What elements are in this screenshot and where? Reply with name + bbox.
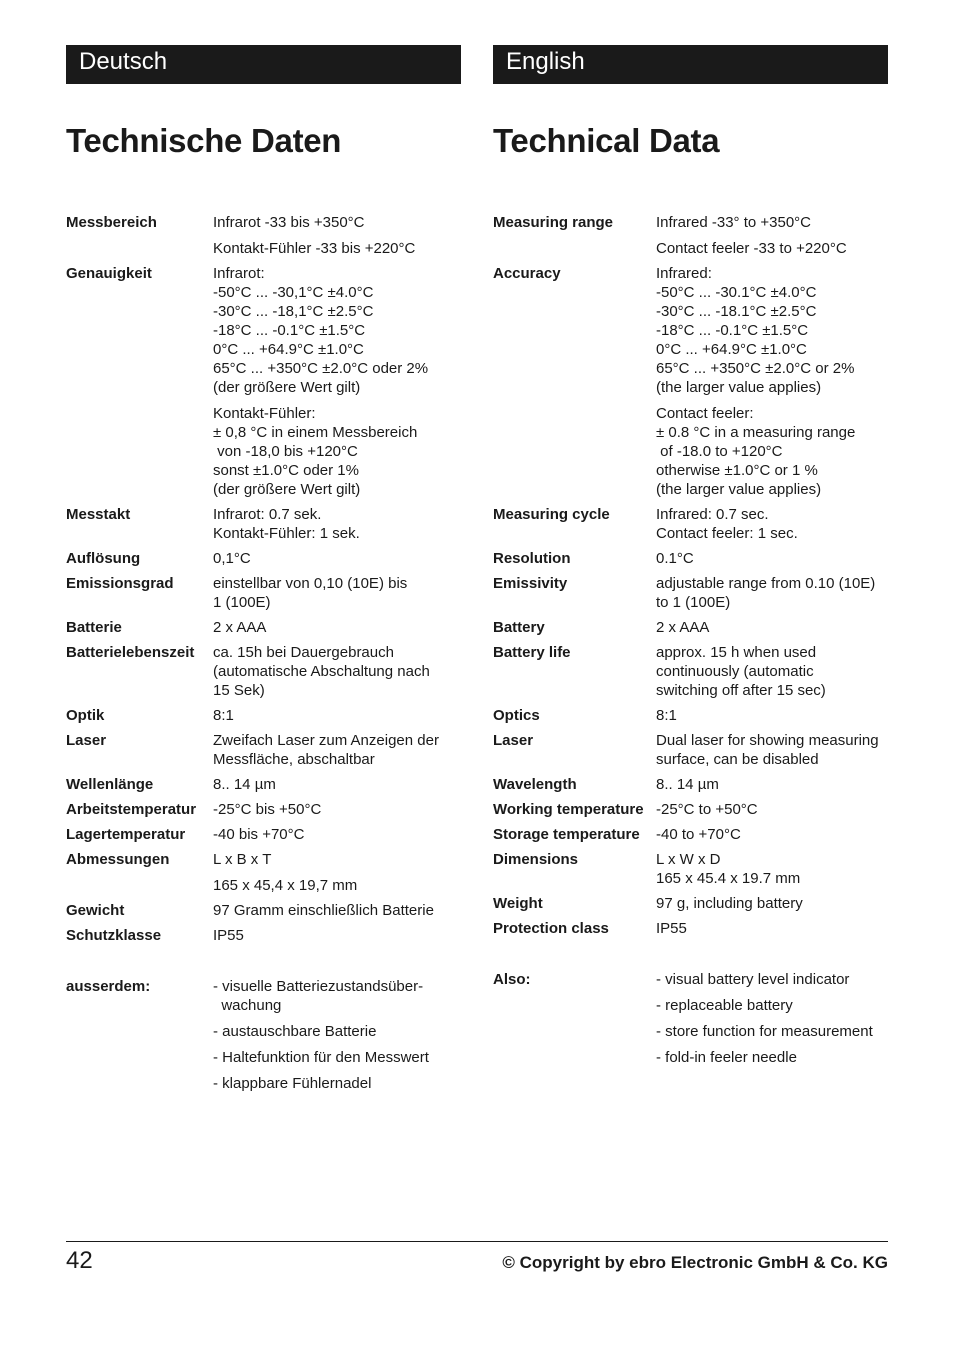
spec-row bbox=[493, 643, 888, 700]
spec-row bbox=[493, 706, 888, 725]
spec-value-line: 1 (100E) bbox=[213, 594, 271, 611]
spec-value-line: -30°C ... -18,1°C ±2.5°C bbox=[213, 303, 374, 320]
spec-value-line: -40 to +70°C bbox=[656, 826, 741, 843]
spec-value bbox=[656, 643, 888, 700]
page-title-english: Technical Data bbox=[493, 122, 720, 159]
spec-row bbox=[493, 731, 888, 769]
spec-value-group bbox=[656, 996, 888, 1015]
spec-value-line: Contact feeler: 1 sec. bbox=[656, 525, 798, 542]
spec-value-group bbox=[656, 1022, 888, 1041]
spec-value-line: -50°C ... -30.1°C ±4.0°C bbox=[656, 284, 817, 301]
spec-label: ausserdem: bbox=[66, 978, 151, 995]
spec-value-line: adjustable range from 0.10 (10E) bbox=[656, 575, 876, 592]
spec-value-line: Messfläche, abschaltbar bbox=[213, 751, 375, 768]
spec-value-line: 15 Sek) bbox=[213, 682, 265, 699]
spec-value-group bbox=[213, 926, 461, 945]
english-column bbox=[493, 45, 888, 1066]
spec-row bbox=[66, 850, 461, 895]
spec-value-line: 0°C ... +64.9°C ±1.0°C bbox=[213, 341, 364, 358]
spec-value bbox=[213, 731, 461, 769]
spec-value-group bbox=[213, 731, 461, 769]
spec-value-group bbox=[656, 775, 888, 794]
spec-value-group bbox=[213, 574, 461, 612]
spec-value-line: Kontakt-Fühler: bbox=[213, 405, 316, 422]
spec-row bbox=[493, 825, 888, 844]
spec-value bbox=[656, 264, 888, 499]
spec-value-line: wachung bbox=[213, 997, 282, 1014]
spec-value-line: surface, can be disabled bbox=[656, 751, 819, 768]
spec-label: Batterielebenszeit bbox=[66, 644, 195, 661]
spec-row bbox=[66, 505, 461, 543]
spec-value-line: 97 Gramm einschließlich Batterie bbox=[213, 902, 434, 919]
spec-row bbox=[493, 919, 888, 938]
spec-row bbox=[66, 977, 461, 1093]
spec-label: Messtakt bbox=[66, 506, 131, 523]
spec-label: Optics bbox=[493, 707, 540, 724]
spec-label: Abmessungen bbox=[66, 851, 170, 868]
spec-value-group bbox=[213, 1022, 461, 1041]
spec-value-group bbox=[213, 239, 461, 258]
spec-value-line: -40 bis +70°C bbox=[213, 826, 305, 843]
spec-value-line: Infrarot: 0.7 sek. bbox=[213, 506, 322, 523]
spec-value bbox=[656, 574, 888, 612]
spec-row bbox=[493, 618, 888, 637]
spec-value-line: Infrared: bbox=[656, 265, 712, 282]
language-header-german: Deutsch bbox=[66, 45, 461, 84]
spec-row bbox=[493, 800, 888, 819]
spec-value-group bbox=[656, 800, 888, 819]
spec-value-line: - fold-in feeler needle bbox=[656, 1049, 797, 1066]
spec-label: Storage temperature bbox=[493, 826, 640, 843]
spec-value-line: 165 x 45,4 x 19,7 mm bbox=[213, 877, 358, 894]
spec-value-line: 0.1°C bbox=[656, 550, 694, 567]
copyright-notice: © Copyright by ebro Electronic GmbH & Co. KG bbox=[502, 1253, 888, 1272]
spec-row bbox=[493, 505, 888, 543]
spec-value-line: 8.. 14 µm bbox=[213, 776, 276, 793]
spec-value bbox=[213, 977, 461, 1093]
spec-value-line: approx. 15 h when used bbox=[656, 644, 817, 661]
spec-label: Weight bbox=[493, 895, 543, 912]
spec-label: Emissionsgrad bbox=[66, 575, 174, 592]
spec-value bbox=[213, 825, 461, 844]
spec-value-group bbox=[213, 549, 461, 568]
spec-label: Arbeitstemperatur bbox=[66, 801, 197, 818]
spec-row bbox=[493, 894, 888, 913]
spec-row bbox=[66, 926, 461, 945]
spec-value-line: L x B x T bbox=[213, 851, 272, 868]
spec-value-line: to 1 (100E) bbox=[656, 594, 731, 611]
spec-label: Working temperature bbox=[493, 801, 644, 818]
spec-label: Laser bbox=[493, 732, 534, 749]
spec-value-line: Infrarot: bbox=[213, 265, 265, 282]
spec-label: Resolution bbox=[493, 550, 571, 567]
spec-value-group bbox=[656, 731, 888, 769]
spec-value bbox=[213, 264, 461, 499]
page-title-german: Technische Daten bbox=[66, 122, 342, 159]
spec-value-group bbox=[213, 825, 461, 844]
spec-value-line: sonst ±1.0°C oder 1% bbox=[213, 462, 359, 479]
spec-value-line: - Haltefunktion für den Messwert bbox=[213, 1049, 429, 1066]
spec-value bbox=[656, 731, 888, 769]
spec-value-line: ± 0,8 °C in einem Messbereich bbox=[213, 424, 418, 441]
spec-label: Schutzklasse bbox=[66, 927, 162, 944]
spec-row bbox=[66, 731, 461, 769]
spec-value-group bbox=[656, 706, 888, 725]
spec-value bbox=[213, 213, 461, 258]
spec-value-group bbox=[656, 549, 888, 568]
spec-row bbox=[66, 213, 461, 258]
spec-row bbox=[66, 706, 461, 725]
spec-value bbox=[213, 800, 461, 819]
spec-value bbox=[213, 549, 461, 568]
spec-table-german bbox=[66, 213, 461, 1093]
spec-value-line: -25°C to +50°C bbox=[656, 801, 758, 818]
spec-value-line: IP55 bbox=[656, 920, 687, 937]
spec-row bbox=[66, 549, 461, 568]
spec-value-line: -18°C ... -0.1°C ±1.5°C bbox=[656, 322, 809, 339]
spec-value-group bbox=[213, 213, 461, 232]
spec-value bbox=[213, 850, 461, 895]
spec-row bbox=[493, 213, 888, 258]
spec-value bbox=[213, 505, 461, 543]
spec-value bbox=[656, 213, 888, 258]
spec-value-line: of -18.0 to +120°C bbox=[656, 443, 783, 460]
spec-value-group bbox=[656, 825, 888, 844]
spec-value bbox=[656, 970, 888, 1067]
spec-value-line: (der größere Wert gilt) bbox=[213, 379, 361, 396]
spec-row bbox=[493, 775, 888, 794]
spec-label: Messbereich bbox=[66, 214, 157, 231]
spec-value-group bbox=[213, 404, 461, 499]
spec-value-group bbox=[656, 239, 888, 258]
spec-label: Emissivity bbox=[493, 575, 568, 592]
page-number: 42 bbox=[66, 1247, 93, 1274]
spec-value-line: - replaceable battery bbox=[656, 997, 793, 1014]
spec-value-line: Dual laser for showing measuring bbox=[656, 732, 879, 749]
spec-value-group bbox=[213, 901, 461, 920]
spec-value-line: (the larger value applies) bbox=[656, 379, 822, 396]
spec-value-group bbox=[656, 264, 888, 397]
spec-value bbox=[656, 618, 888, 637]
spec-value-group bbox=[213, 850, 461, 869]
spec-value-line: - store function for measurement bbox=[656, 1023, 873, 1040]
spec-row bbox=[493, 574, 888, 612]
spec-value bbox=[213, 901, 461, 920]
spec-value-group bbox=[213, 876, 461, 895]
spec-row bbox=[66, 825, 461, 844]
spec-value-group bbox=[213, 1048, 461, 1067]
spec-value-line: Infrarot -33 bis +350°C bbox=[213, 214, 365, 231]
spec-value-line: 8:1 bbox=[213, 707, 234, 724]
spec-label: Batterie bbox=[66, 619, 122, 636]
spec-value-line: IP55 bbox=[213, 927, 244, 944]
spec-value-group bbox=[213, 505, 461, 543]
spec-value-line: einstellbar von 0,10 (10E) bis bbox=[213, 575, 408, 592]
spec-value bbox=[213, 706, 461, 725]
spec-label: Accuracy bbox=[493, 265, 561, 282]
spec-value bbox=[656, 706, 888, 725]
german-column bbox=[66, 45, 461, 1092]
spec-value-line: -50°C ... -30,1°C ±4.0°C bbox=[213, 284, 374, 301]
spec-row bbox=[66, 264, 461, 499]
spec-value-line: ± 0.8 °C in a measuring range bbox=[656, 424, 856, 441]
spec-row bbox=[66, 574, 461, 612]
spec-value-group bbox=[656, 574, 888, 612]
spec-value-line: 165 x 45.4 x 19.7 mm bbox=[656, 870, 801, 887]
spec-value-line: - austauschbare Batterie bbox=[213, 1023, 377, 1040]
spec-value bbox=[213, 926, 461, 945]
spec-label: Battery bbox=[493, 619, 545, 636]
spec-label: Measuring range bbox=[493, 214, 614, 231]
spec-label: Wavelength bbox=[493, 776, 577, 793]
spec-value bbox=[213, 643, 461, 700]
spec-value-group bbox=[213, 800, 461, 819]
footer-divider bbox=[66, 1241, 888, 1242]
spec-label: Optik bbox=[66, 707, 105, 724]
spec-row bbox=[493, 850, 888, 888]
spec-value-group bbox=[656, 618, 888, 637]
spec-value-line: 8:1 bbox=[656, 707, 677, 724]
spec-value-line: 0°C ... +64.9°C ±1.0°C bbox=[656, 341, 807, 358]
spec-value-group bbox=[656, 404, 888, 499]
spec-value-line: - visuelle Batteriezustandsüber- bbox=[213, 978, 424, 995]
spec-value-line: continuously (automatic bbox=[656, 663, 814, 680]
spec-row bbox=[493, 549, 888, 568]
spec-label: Also: bbox=[493, 971, 531, 988]
spec-value-line: -25°C bis +50°C bbox=[213, 801, 322, 818]
spec-value-line: 2 x AAA bbox=[656, 619, 710, 636]
spec-value-group bbox=[213, 264, 461, 397]
spec-value-line: (the larger value applies) bbox=[656, 481, 822, 498]
spec-value-line: switching off after 15 sec) bbox=[656, 682, 826, 699]
spec-value-line: Kontakt-Fühler: 1 sek. bbox=[213, 525, 360, 542]
spec-value-line: Infrared -33° to +350°C bbox=[656, 214, 812, 231]
spec-label: Battery life bbox=[493, 644, 571, 661]
spec-value-line: von -18,0 bis +120°C bbox=[213, 443, 358, 460]
spec-value-group bbox=[656, 970, 888, 989]
spec-value-line: 97 g, including battery bbox=[656, 895, 803, 912]
spec-value bbox=[656, 800, 888, 819]
spec-value-line: otherwise ±1.0°C or 1 % bbox=[656, 462, 818, 479]
spec-value bbox=[213, 574, 461, 612]
spec-table-english bbox=[493, 213, 888, 1067]
spec-label: Measuring cycle bbox=[493, 506, 610, 523]
spec-value-line: Contact feeler: bbox=[656, 405, 754, 422]
spec-value bbox=[656, 919, 888, 938]
spec-row bbox=[493, 970, 888, 1067]
spec-label: Protection class bbox=[493, 920, 609, 937]
spec-value-line: 2 x AAA bbox=[213, 619, 267, 636]
spec-value-group bbox=[213, 643, 461, 700]
spec-value-line: (automatische Abschaltung nach bbox=[213, 663, 430, 680]
spec-value-group bbox=[656, 919, 888, 938]
spec-value-group bbox=[656, 505, 888, 543]
spec-value bbox=[656, 825, 888, 844]
spec-value bbox=[656, 549, 888, 568]
spec-value bbox=[656, 775, 888, 794]
spec-value-line: 65°C ... +350°C ±2.0°C oder 2% bbox=[213, 360, 429, 377]
spec-value-group bbox=[213, 706, 461, 725]
spec-value-group bbox=[213, 977, 461, 1015]
spec-value bbox=[656, 850, 888, 888]
spec-value-line: Infrared: 0.7 sec. bbox=[656, 506, 769, 523]
spec-label: Lagertemperatur bbox=[66, 826, 186, 843]
spec-value-line: ca. 15h bei Dauergebrauch bbox=[213, 644, 394, 661]
spec-row bbox=[66, 800, 461, 819]
spec-value-line: Kontakt-Fühler -33 bis +220°C bbox=[213, 240, 416, 257]
spec-value-line: - visual battery level indicator bbox=[656, 971, 850, 988]
spec-value-line: Zweifach Laser zum Anzeigen der bbox=[213, 732, 439, 749]
spec-row bbox=[493, 264, 888, 499]
spec-value-line: L x W x D bbox=[656, 851, 721, 868]
spec-value bbox=[656, 505, 888, 543]
spec-value-group bbox=[656, 850, 888, 888]
spec-value-line: -30°C ... -18.1°C ±2.5°C bbox=[656, 303, 817, 320]
spec-label: Genauigkeit bbox=[66, 265, 152, 282]
spec-row bbox=[66, 643, 461, 700]
spec-value-group bbox=[213, 775, 461, 794]
spec-value bbox=[213, 618, 461, 637]
spec-value-line: 8.. 14 µm bbox=[656, 776, 719, 793]
language-header-english: English bbox=[493, 45, 888, 84]
spec-value-line: 0,1°C bbox=[213, 550, 251, 567]
spec-value-line: 65°C ... +350°C ±2.0°C or 2% bbox=[656, 360, 855, 377]
spec-value-line: -18°C ... -0.1°C ±1.5°C bbox=[213, 322, 366, 339]
spec-value-line: (der größere Wert gilt) bbox=[213, 481, 361, 498]
spec-value bbox=[656, 894, 888, 913]
spec-label: Wellenlänge bbox=[66, 776, 154, 793]
spec-value-group bbox=[213, 1074, 461, 1093]
spec-row bbox=[66, 901, 461, 920]
spec-value-line: - klappbare Fühlernadel bbox=[213, 1075, 372, 1092]
spec-value-group bbox=[656, 1048, 888, 1067]
spec-label: Gewicht bbox=[66, 902, 125, 919]
spec-label: Dimensions bbox=[493, 851, 579, 868]
spec-value-group bbox=[656, 643, 888, 700]
spec-label: Auflösung bbox=[66, 550, 141, 567]
spec-row bbox=[66, 618, 461, 637]
spec-value-group bbox=[656, 894, 888, 913]
spec-value-line: Contact feeler -33 to +220°C bbox=[656, 240, 847, 257]
spec-row bbox=[66, 775, 461, 794]
spec-value-group bbox=[656, 213, 888, 232]
spec-label: Laser bbox=[66, 732, 107, 749]
spec-value bbox=[213, 775, 461, 794]
spec-value-group bbox=[213, 618, 461, 637]
